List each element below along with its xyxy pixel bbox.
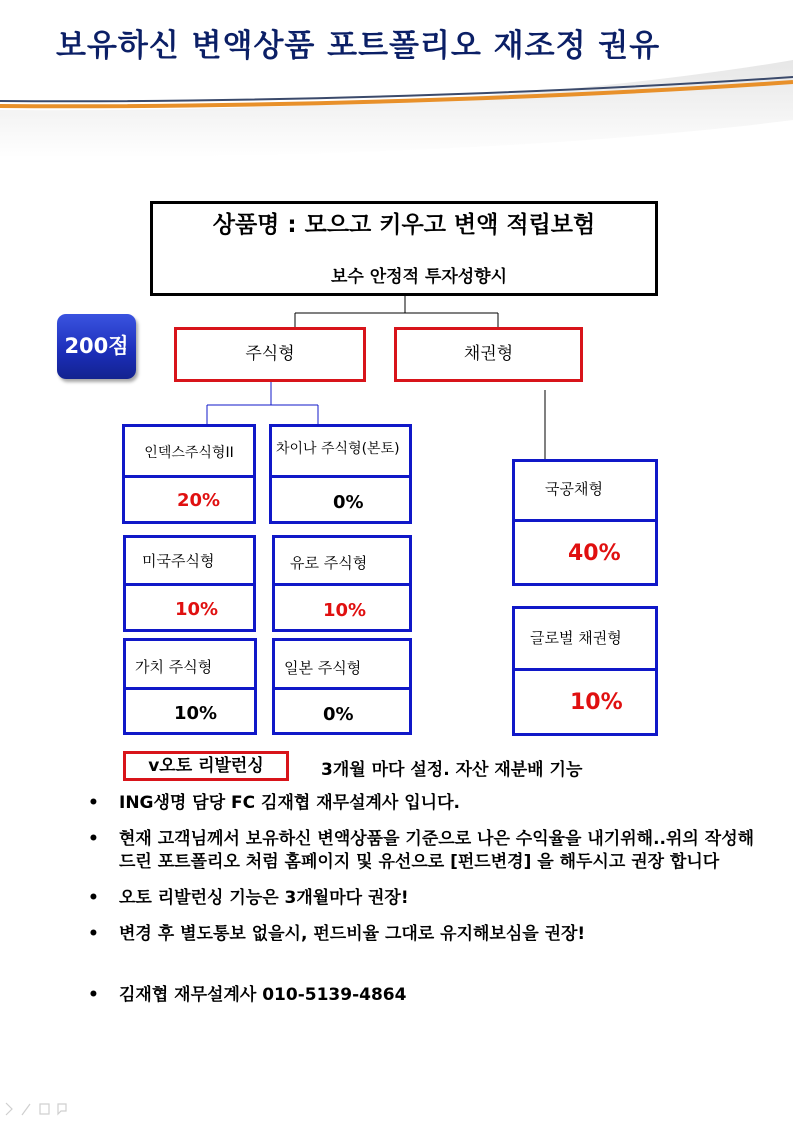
fund-value: 40% [512, 519, 658, 586]
bullet-marker: • [88, 888, 99, 908]
auto-rebalancing-description: 3개월 마다 설정. 자산 재분배 기능 [321, 760, 583, 780]
fund-value: 10% [123, 583, 256, 632]
fund-name: 글로벌 채권형 [512, 606, 658, 671]
product-name: 상품명 : 모으고 키우고 변액 적립보험 [212, 212, 596, 238]
bullet-marker: • [88, 924, 99, 944]
fund-name: 유로 주식형 [272, 535, 412, 586]
bullet-list [86, 792, 756, 1020]
category-bond: 채권형 [394, 327, 583, 382]
auto-rebalancing-label: v오토 리발런싱 [123, 751, 289, 781]
bullet-marker: • [88, 985, 99, 1005]
fund-value: 10% [272, 583, 412, 632]
list-item: • 김재협 재무설계사 010-5139-4864 [88, 985, 407, 1005]
list-item: • ING생명 담당 FC 김재협 재무설계사 입니다. [88, 793, 460, 813]
fund-value: 10% [512, 668, 658, 736]
fund-name: 가치 주식형 [123, 638, 257, 690]
page-title: 보유하신 변액상품 포트폴리오 재조정 권유 [56, 28, 661, 64]
bullet-marker: • [88, 793, 99, 813]
category-stock: 주식형 [174, 327, 366, 382]
product-box [150, 201, 658, 296]
fund-name: 차이나 주식형(본토) [269, 424, 412, 478]
score-badge: 200점 [57, 314, 136, 379]
fund-value: 10% [123, 687, 257, 735]
slideshow-toolbar-icons [2, 1100, 72, 1118]
fund-name: 미국주식형 [123, 535, 256, 586]
fund-name: 일본 주식형 [272, 638, 412, 690]
fund-name: 인덱스주식형II [122, 424, 256, 478]
product-profile: 보수 안정적 투자성향시 [330, 267, 508, 287]
fund-name: 국공채형 [512, 459, 658, 523]
fund-value: 20% [122, 475, 256, 524]
fund-value: 0% [272, 687, 412, 735]
list-item: • 오토 리발런싱 기능은 3개월마다 권장! [88, 888, 409, 908]
fund-value: 0% [269, 475, 412, 524]
list-item: • 변경 후 별도통보 없을시, 펀드비율 그대로 유지해보심을 권장! [88, 924, 586, 944]
bullet-marker: • [88, 829, 99, 849]
list-item: • 현재 고객님께서 보유하신 변액상품을 기준으로 나은 수익율을 내기위해..위의 작성해드린 포트폴리오 처럼 홈페이지 및 유선으로 [펀드변경] 을 해두시고 권장 합니다 [88, 829, 755, 872]
